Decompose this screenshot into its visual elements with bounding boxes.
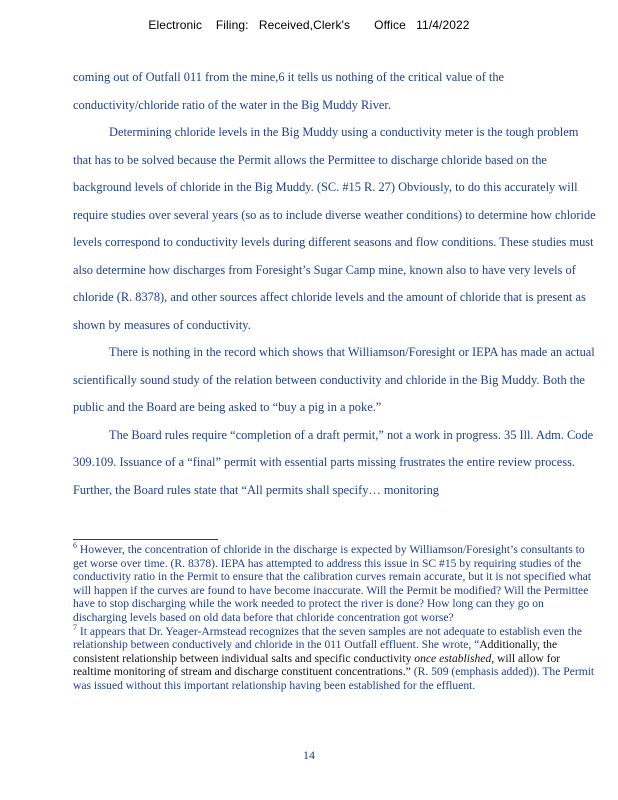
footnotes: [73, 543, 598, 693]
footnote-7-number: 7: [73, 622, 77, 632]
footnote-7-quote: Additionally, the consistent relationship between individual salts and specific conductivity: [73, 638, 558, 665]
footnote-7-citation: (R. 509 (emphasis added)). The Permit was issued without this important relationship having been established for the effluent.: [73, 665, 595, 692]
body-text: [73, 64, 598, 504]
page-number: 14: [303, 748, 315, 762]
footnote-7-quote-end: , will allow for realtime monitoring of stream and discharge constituent concentrations.”: [73, 651, 561, 679]
footnote-6-number: 6: [73, 541, 77, 551]
paragraph-4: The Board rules require “completion of a draft permit,” not a work in progress. 35 Ill. Adm. Code 309.109. Issuance of a “final” permit with essential parts missing frustrates the entire review process. Further, the Board rules state that “All permits shall specify… monitoring: [73, 427, 594, 497]
filing-header-text: Electronic Filing: Received,Clerk's Office 11/4/2022: [148, 18, 470, 32]
footnote-divider: [73, 539, 218, 540]
paragraph-1: coming out of Outfall 011 from the mine,6 it tells us nothing of the critical value of the conductivity/chloride ratio of the water in the Big Muddy River.: [73, 70, 505, 112]
footnote-7-emphasis: once established: [414, 651, 492, 665]
filing-header: [0, 18, 618, 32]
paragraph-3: There is nothing in the record which shows that Williamson/Foresight or IEPA has made an actual scientifically sound study of the relation between conductivity and chloride in the Big Muddy. Both the public and the Board are being asked to “buy a pig in a poke.”: [73, 345, 595, 414]
footnote-7: [73, 622, 598, 693]
footnote-7-text: It appears that Dr. Yeager-Armstead recognizes that the seven samples are not adequate to establish even the relationship between conductively and chloride in the 011 Outfall effluent. She wrote, “: [73, 624, 582, 652]
footnote-6: [73, 543, 598, 625]
paragraph-2: Determining chloride levels in the Big Muddy using a conductivity meter is the tough problem that has to be solved because the Permit allows the Permittee to discharge chloride based on the background levels of chloride in the Big Muddy. (SC. #15 R. 27) Obviously, to do this accurately will require studies over several years (so as to include diverse weather conditions) to determine how chloride levels correspond to conductivity levels during different seasons and flow conditions. These studies must also determine how discharges from Foresight’s Sugar Camp mine, known also to have very levels of chloride (R. 8378), and other sources affect chloride levels and the amount of chloride that is present as shown by measures of conductivity.: [73, 125, 596, 332]
footnote-6-text: However, the concentration of chloride in the discharge is expected by Williamson/Foresight’s consultants to get worse over time. (R. 8378). IEPA has attempted to address this issue in SC #15 by requiring studies of the conductivity ratio in the Permit to ensure that the calibration curves remain accurate, but it is not specified what will happen if the curves are found to have become inaccurate. Will the Permit be modified? Will the Permittee have to stop discharging while the work needed to protect the river is done? How long can they go on discharging levels based on old data before that chloride concentration got worse?: [73, 543, 592, 624]
